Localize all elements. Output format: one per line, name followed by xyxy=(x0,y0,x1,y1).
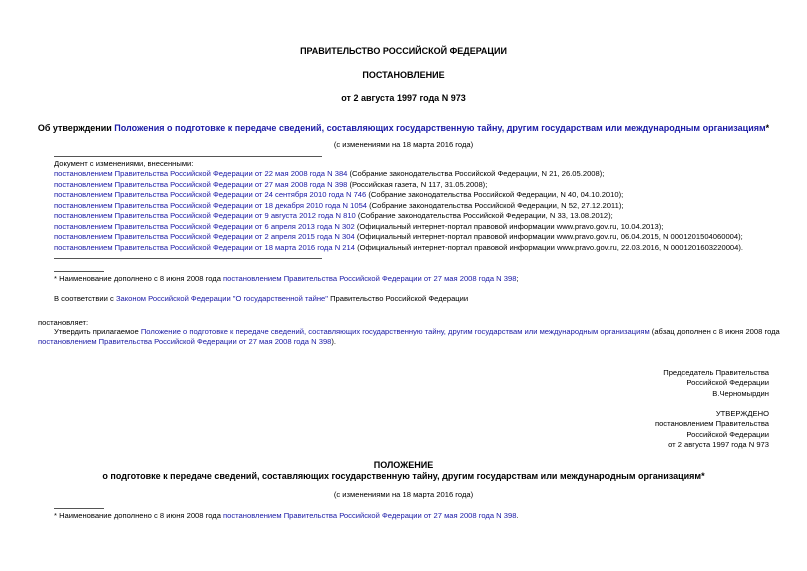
amendment-item xyxy=(54,243,743,253)
resolves-text: постановляет: xyxy=(38,318,89,327)
signature-name: В.Черномырдин xyxy=(712,388,769,398)
footnote-end: . xyxy=(516,511,519,520)
signature-position: Председатель Правительства xyxy=(663,368,769,377)
amendment-source: (Собрание законодательства Российской Федерации, N 40, 04.10.2010); xyxy=(366,190,624,199)
regulation-changes-note: (с изменениями на 18 марта 2016 года) xyxy=(333,490,474,499)
basis-paragraph xyxy=(54,294,468,304)
amendment-link[interactable]: постановлением Правительства Российской Федерации от 18 декабря 2010 года N 1054 xyxy=(54,200,368,210)
approved-date: от 2 августа 1997 года N 973 xyxy=(668,440,769,450)
amendment-item xyxy=(54,222,663,232)
amendment-item xyxy=(54,169,604,179)
amendment-link[interactable]: постановлением Правительства Российской Федерации от 9 августа 2012 года N 810 xyxy=(54,211,356,220)
approve-line-1 xyxy=(54,327,780,337)
amendments-intro: Документ с изменениями, внесенными: xyxy=(54,159,194,168)
signature-block xyxy=(663,368,769,399)
footnote-regulation xyxy=(54,511,519,521)
footnote-divider xyxy=(54,271,104,272)
amendment-link[interactable]: постановлением Правительства Российской Федерации от 18 марта 2016 года N 214 xyxy=(54,242,355,252)
footnote-divider-2 xyxy=(54,508,104,509)
approve-prefix: Утвердить прилагаемое xyxy=(54,327,141,336)
doc-date: от 2 августа 1997 года N 973 xyxy=(341,93,466,103)
amendment-item xyxy=(54,211,613,221)
approved-by: постановлением Правительства xyxy=(654,419,769,429)
amendment-source: (Собрание законодательства Российской Федерации, N 33, 13.08.2012); xyxy=(355,211,613,220)
amendment-link[interactable]: постановлением Правительства Российской Федерации от 2 апреля 2015 года N 304 xyxy=(54,232,355,241)
divider-top xyxy=(54,156,322,157)
title-prefix: Об утверждении xyxy=(37,123,115,133)
amendment-item xyxy=(54,201,623,211)
amendment-link[interactable]: постановлением Правительства Российской Федерации от 22 мая 2008 года N 384 xyxy=(54,169,348,178)
amendment-source: (Собрание законодательства Российской Федерации, N 21, 26.05.2008); xyxy=(347,169,605,178)
footnote-link[interactable]: постановлением Правительства Российской Федерации от 27 мая 2008 года N 398 xyxy=(223,511,517,520)
footnote-end: ; xyxy=(516,274,519,283)
title-suffix: * xyxy=(765,123,770,133)
org-title: ПРАВИТЕЛЬСТВО РОССИЙСКОЙ ФЕДЕРАЦИИ xyxy=(300,46,507,56)
amendment-link[interactable]: постановлением Правительства Российской Федерации от 6 апреля 2013 года N 302 xyxy=(54,221,355,231)
amendment-link[interactable]: постановлением Правительства Российской Федерации от 27 мая 2008 года N 398 xyxy=(54,179,348,189)
title-link[interactable]: Положения о подготовке к передаче сведений, составляющих государственную тайну, другим государствам или международным организациям xyxy=(114,123,766,133)
approved-label: УТВЕРЖДЕНО xyxy=(715,409,769,418)
amendment-source: (Собрание законодательства Российской Федерации, N 52, 27.12.2011); xyxy=(367,200,624,210)
footnote-text: * Наименование дополнено с 8 июня 2008 года xyxy=(54,511,224,520)
amendment-source: (Официальный интернет-портал правовой информации www.pravo.gov.ru, 06.04.2015, N 0001201504060004); xyxy=(354,232,743,241)
amendment-link[interactable]: постановлением Правительства Российской Федерации от 24 сентября 2010 года N 746 xyxy=(54,190,367,199)
amendment-item xyxy=(54,180,487,190)
basis-suffix: Правительство Российской Федерации xyxy=(327,294,469,303)
doc-type: ПОСТАНОВЛЕНИЕ xyxy=(362,70,445,80)
amendment-source: (Официальный интернет-портал правовой информации www.pravo.gov.ru, 10.04.2013); xyxy=(354,221,664,231)
approve-regulation-link[interactable]: Положение о подготовке к передаче сведений, составляющих государственную тайну, другим государствам или международным организациям xyxy=(140,327,650,336)
approved-country: Российской Федерации xyxy=(686,429,769,439)
regulation-subtitle: о подготовке к передаче сведений, составляющих государственную тайну, другим государствам или международным организациям* xyxy=(102,471,705,481)
divider-bottom xyxy=(54,258,322,259)
regulation-title: ПОЛОЖЕНИЕ xyxy=(373,460,434,470)
approve-decree-link[interactable]: постановлением Правительства Российской Федерации от 27 мая 2008 года N 398 xyxy=(38,337,332,346)
footnote-title xyxy=(54,274,519,284)
amendment-source: (Российская газета, N 117, 31.05.2008); xyxy=(347,179,488,189)
changes-note: (с изменениями на 18 марта 2016 года) xyxy=(333,140,474,149)
amendment-item xyxy=(54,190,623,200)
signature-country: Российской Федерации xyxy=(686,378,769,388)
basis-law-link[interactable]: Законом Российской Федерации "О государственной тайне" xyxy=(115,294,328,303)
approve-end: ). xyxy=(331,337,337,346)
approved-block xyxy=(655,409,769,451)
amendment-source: (Официальный интернет-портал правовой информации www.pravo.gov.ru, 22.03.2016, N 0001201603220004). xyxy=(354,242,744,252)
amendment-item xyxy=(54,232,743,242)
doc-title xyxy=(0,123,807,133)
footnote-text: * Наименование дополнено с 8 июня 2008 года xyxy=(54,274,224,283)
footnote-link[interactable]: постановлением Правительства Российской Федерации от 27 мая 2008 года N 398 xyxy=(223,274,517,283)
approve-line-2 xyxy=(38,337,336,347)
basis-prefix: В соответствии с xyxy=(54,294,116,303)
approve-note: (абзац дополнен с 8 июня 2008 года xyxy=(649,327,780,336)
